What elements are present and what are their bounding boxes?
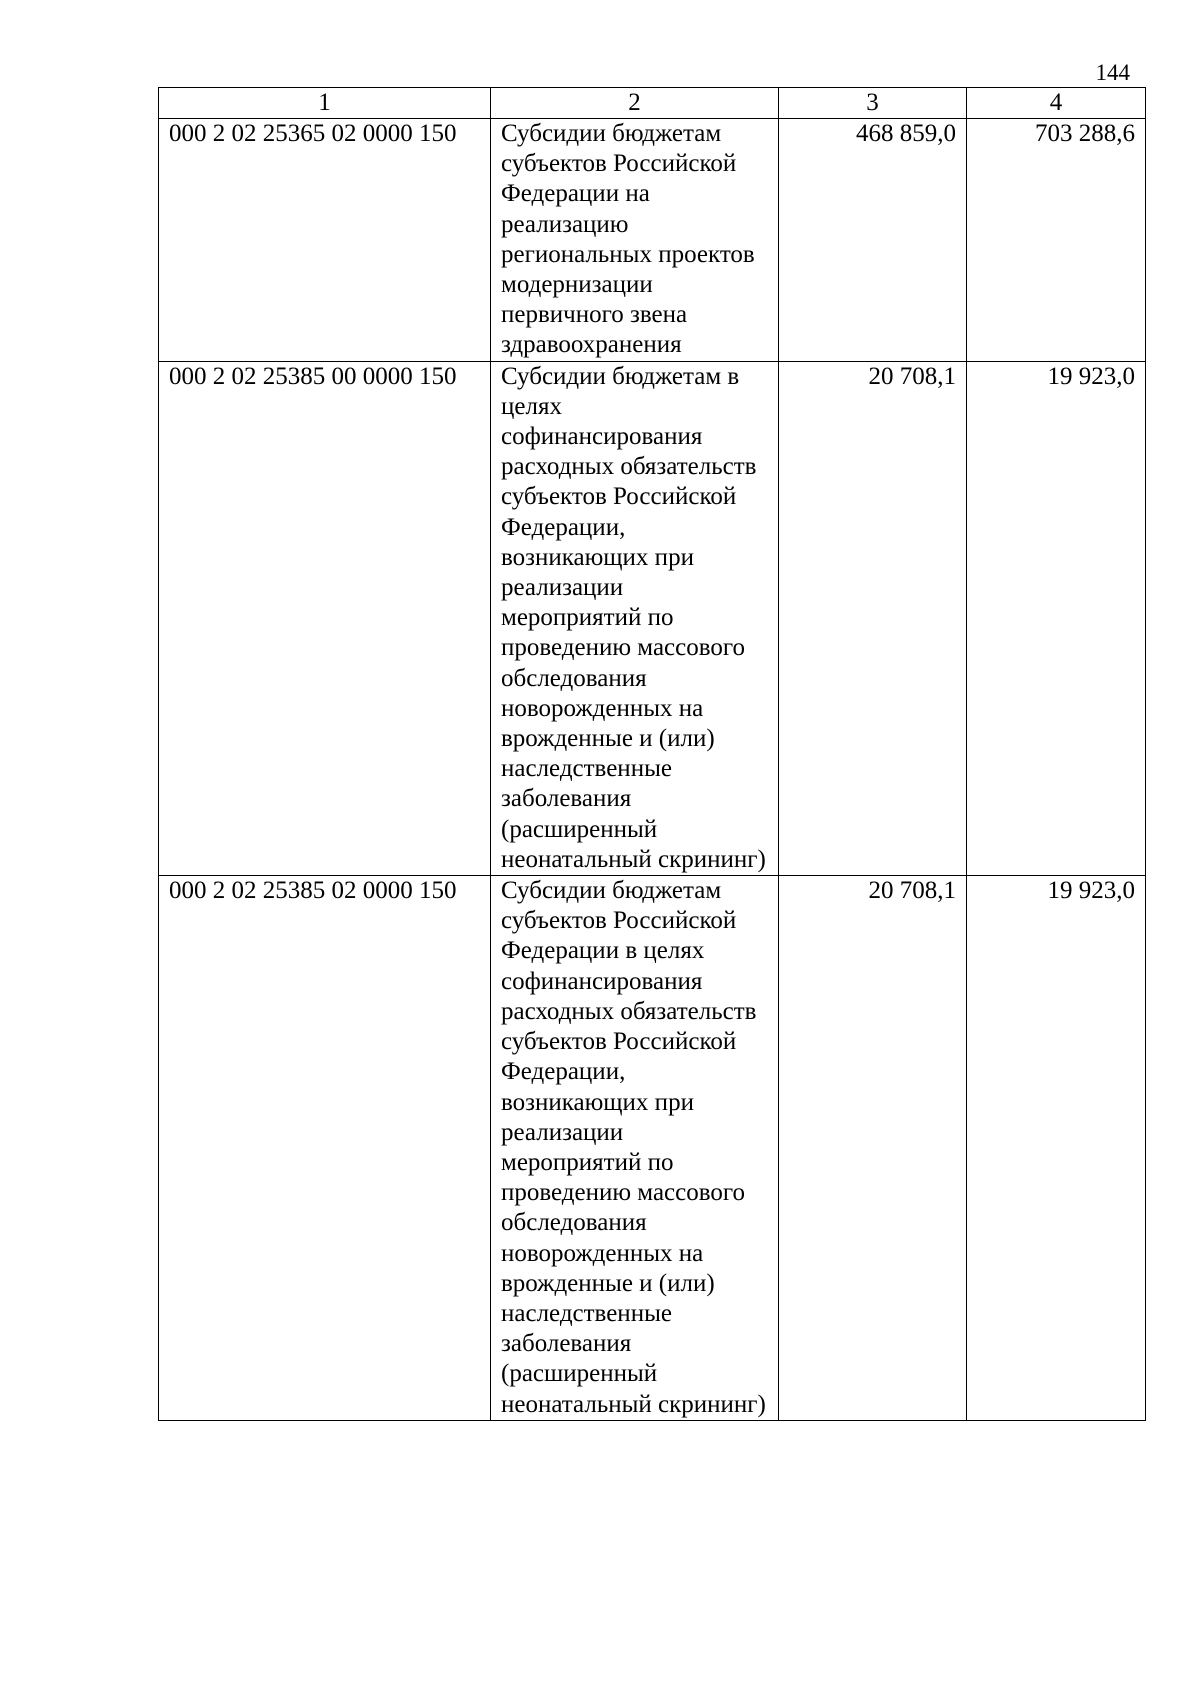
column-header: 1 xyxy=(159,88,491,119)
amount-col4: 19 923,0 xyxy=(967,361,1146,875)
amount-col4: 703 288,6 xyxy=(967,119,1146,362)
item-description: Субсидии бюджетам в целях софинансирования расходных обязательств субъектов Российской Федерации, возникающих при реализации мероприятий по проведению массового обследования новорожденных на врожденные и (или) наследственные заболевания (расширенный неонатальный скрининг) xyxy=(491,361,779,875)
column-header: 3 xyxy=(779,88,967,119)
column-header: 2 xyxy=(491,88,779,119)
budget-code: 000 2 02 25365 02 0000 150 xyxy=(159,119,491,362)
column-header: 4 xyxy=(967,88,1146,119)
item-description: Субсидии бюджетам субъектов Российской Федерации на реализацию региональных проектов модернизации первичного звена здравоохранения xyxy=(491,119,779,362)
page-number: 144 xyxy=(1095,60,1130,85)
table-row xyxy=(159,876,1146,1421)
amount-col4: 19 923,0 xyxy=(967,876,1146,1421)
budget-code: 000 2 02 25385 00 0000 150 xyxy=(159,361,491,875)
amount-col3: 468 859,0 xyxy=(779,119,967,362)
budget-table xyxy=(158,87,1146,1421)
table-header-row xyxy=(159,88,1146,119)
budget-code: 000 2 02 25385 02 0000 150 xyxy=(159,876,491,1421)
table-row xyxy=(159,119,1146,362)
amount-col3: 20 708,1 xyxy=(779,876,967,1421)
amount-col3: 20 708,1 xyxy=(779,361,967,875)
item-description: Субсидии бюджетам субъектов Российской Федерации в целях софинансирования расходных обязательств субъектов Российской Федерации, возникающих при реализации мероприятий по проведению массового обследования новорожденных на врожденные и (или) наследственные заболевания (расширенный неонатальный скрининг) xyxy=(491,876,779,1421)
table-row xyxy=(159,361,1146,875)
